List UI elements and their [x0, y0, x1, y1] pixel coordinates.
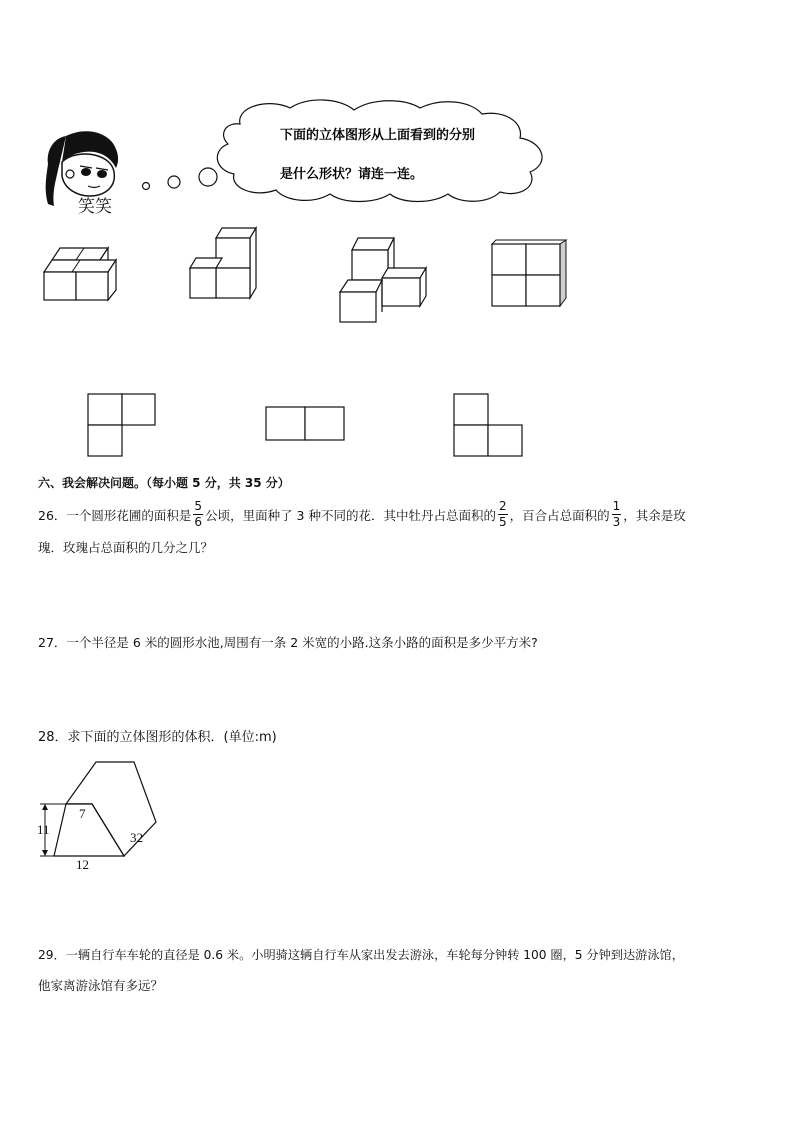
fraction-numerator: 2 [498, 498, 507, 513]
q26-text-part4: ，其余是玫 [623, 507, 686, 523]
solid-figure-3 [336, 236, 430, 326]
bubble-dot-small [143, 183, 150, 190]
q26-text-part1: 26．一个圆形花圃的面积是 [38, 507, 192, 523]
q26-text-part3: ，百合占总面积的 [509, 507, 610, 523]
fraction-numerator: 5 [194, 498, 203, 513]
label-bottom: 12 [76, 857, 89, 872]
question-27: 27．一个半径是 6 米的圆形水池,周围有一条 2 米宽的小路.这条小路的面积是多少平方米? [38, 635, 538, 650]
solid-figure-4 [490, 236, 570, 308]
bubble-dot-large [199, 168, 217, 186]
bubble-line-2: 是什么形状？请连一连。 [280, 167, 424, 182]
question-28: 28．求下面的立体图形的体积．(单位:m) [38, 730, 277, 745]
trapezoid-prism-figure [34, 758, 158, 872]
q26-text-part2: 公顷，里面种了 3 种不同的花．其中牡丹占总面积的 [205, 507, 496, 523]
top-view-shape-3 [452, 392, 526, 458]
fraction-1-3 [612, 500, 622, 528]
fraction-denominator: 3 [612, 514, 621, 529]
bubble-dot-medium [168, 176, 180, 188]
top-view-shape-2 [264, 405, 348, 443]
thought-bubble [140, 94, 582, 206]
fraction-denominator: 5 [498, 514, 507, 529]
question-29-line-2: 他家离游泳馆有多远？ [38, 978, 164, 993]
fraction-5-6 [193, 500, 203, 528]
question-29-line-1: 29．一辆自行车车轮的直径是 0.6 米。小明骑这辆自行车从家出发去游泳，车轮每分钟转 100 圈，5 分钟到达游泳馆， [38, 948, 684, 962]
bubble-line-1: 下面的立体图形从上面看到的分别 [280, 128, 476, 143]
question-26-line-1 [38, 496, 686, 536]
section-title: 六、我会解决问题。（每小题 5 分，共 35 分） [38, 476, 290, 490]
fraction-denominator: 6 [194, 514, 203, 529]
label-top: 7 [79, 806, 86, 821]
solid-figure-1 [40, 244, 124, 304]
girl-illustration [36, 126, 136, 218]
fraction-2-5 [498, 500, 508, 528]
question-26-line-2: 瑰．玫瑰占总面积的几分之几？ [38, 540, 214, 555]
fraction-numerator: 1 [612, 498, 621, 513]
label-depth: 32 [130, 830, 143, 845]
label-height: 11 [37, 822, 50, 837]
girl-face [62, 154, 114, 196]
solid-figure-2 [186, 226, 266, 302]
bubble-cloud [217, 100, 542, 202]
girl-name: 笑笑 [78, 197, 112, 217]
top-view-shape-1 [86, 392, 158, 458]
